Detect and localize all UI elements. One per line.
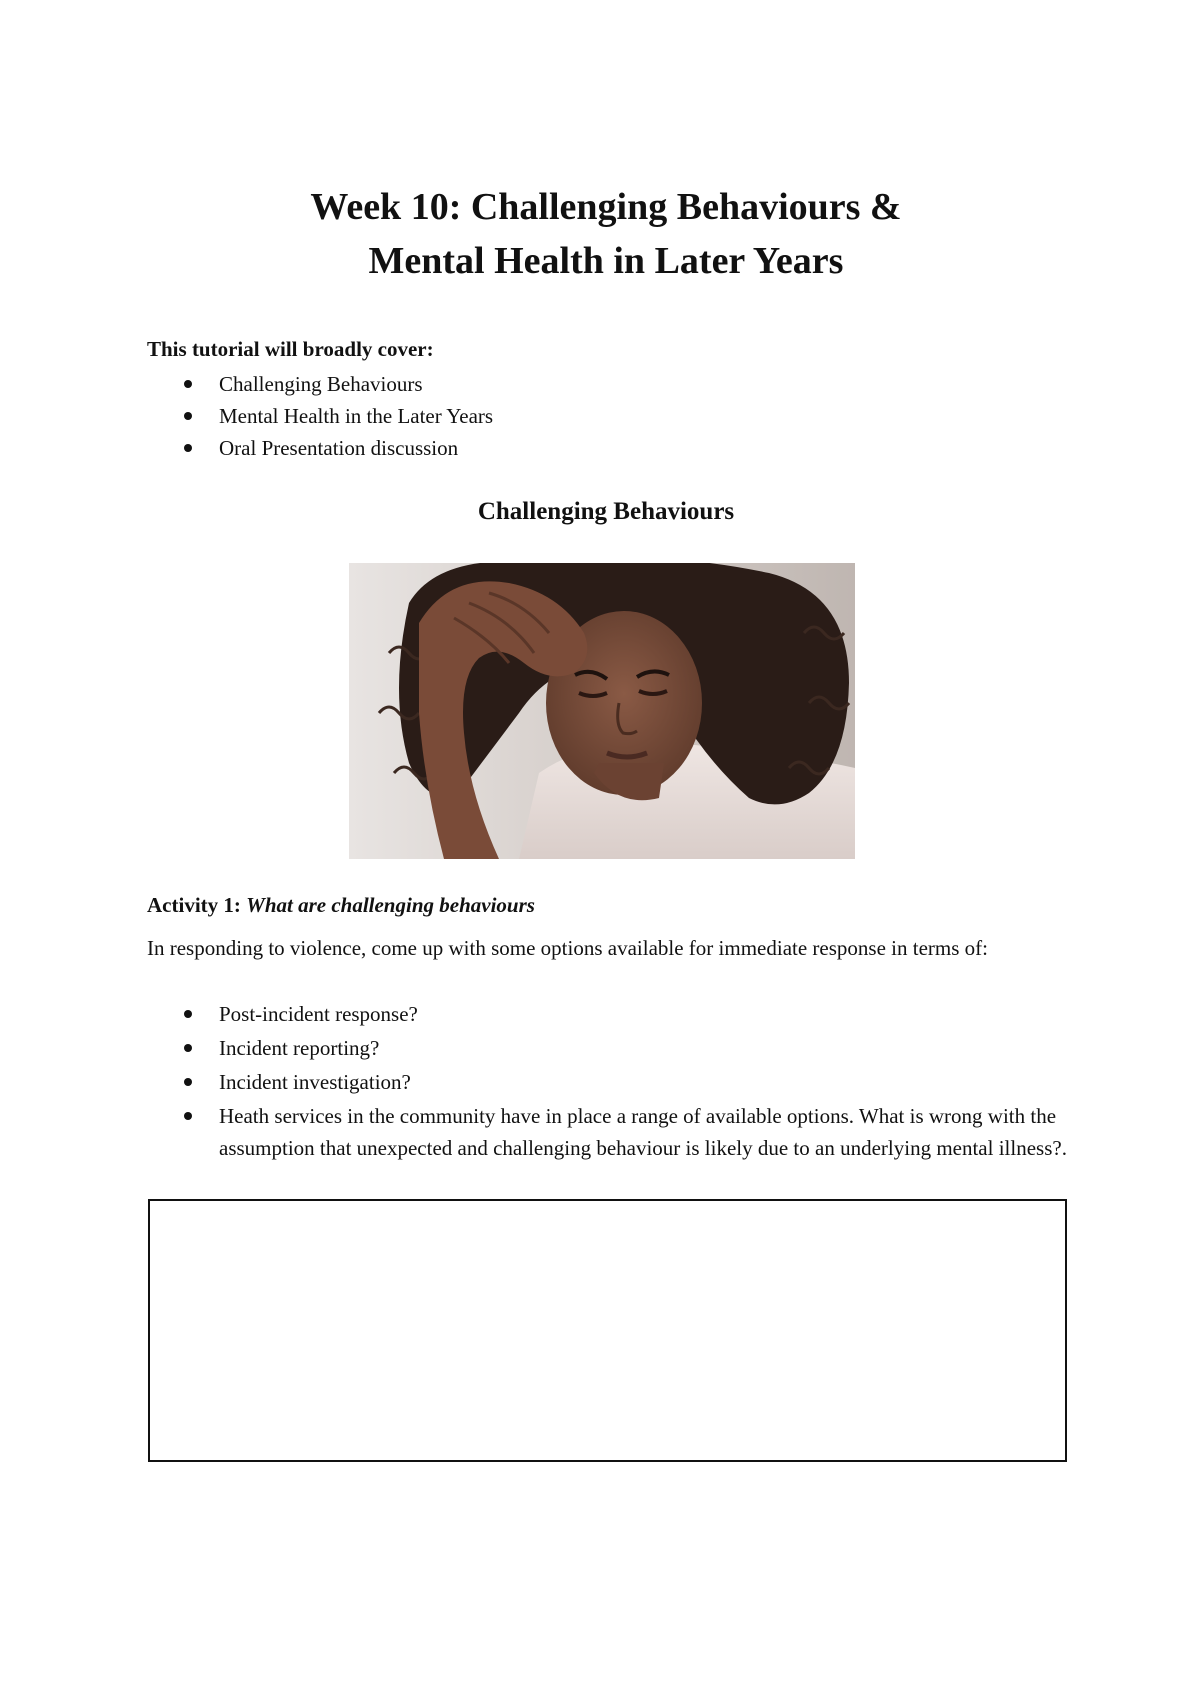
answer-box[interactable] [148, 1199, 1067, 1462]
bullet-icon [184, 444, 192, 452]
list-item-text: Post-incident response? [219, 1002, 418, 1026]
activity-heading [147, 893, 535, 918]
list-item [147, 400, 493, 432]
list-item [147, 998, 1067, 1030]
bullet-icon [184, 412, 192, 420]
activity-instructions: In responding to violence, come up with some options available for immediate response in terms of: [147, 936, 988, 960]
bullet-icon [184, 1112, 192, 1120]
activity-label: Activity 1: [147, 893, 241, 917]
list-item [147, 1066, 1067, 1098]
list-item-text: Incident reporting? [219, 1036, 380, 1060]
bullet-icon [184, 1078, 192, 1086]
list-item-text: Challenging Behaviours [219, 372, 423, 396]
list-item [147, 1100, 1067, 1164]
intro-list [147, 368, 493, 464]
section-heading: Challenging Behaviours [477, 498, 735, 525]
intro-heading: This tutorial will broadly cover: [147, 337, 434, 361]
bullet-icon [184, 1044, 192, 1052]
page-title [0, 180, 1200, 288]
list-item-text: Incident investigation? [219, 1070, 411, 1094]
bullet-icon [184, 380, 192, 388]
list-item-text: Heath services in the community have in place a range of available options. What is wrong with the assumption that unexpected and challenging behaviour is likely due to an underlying mental illness?. [219, 1104, 1067, 1160]
list-item [147, 1032, 1067, 1064]
title-line-1: Week 10: Challenging Behaviours & [310, 186, 902, 228]
list-item [147, 368, 493, 400]
activity-list [147, 998, 1067, 1166]
photo-distressed-woman [349, 563, 855, 859]
title-line-2: Mental Health in Later Years [368, 240, 844, 282]
activity-topic: What are challenging behaviours [246, 893, 535, 917]
list-item-text: Oral Presentation discussion [219, 436, 459, 460]
bullet-icon [184, 1010, 192, 1018]
list-item-text: Mental Health in the Later Years [219, 404, 494, 428]
list-item [147, 432, 493, 464]
